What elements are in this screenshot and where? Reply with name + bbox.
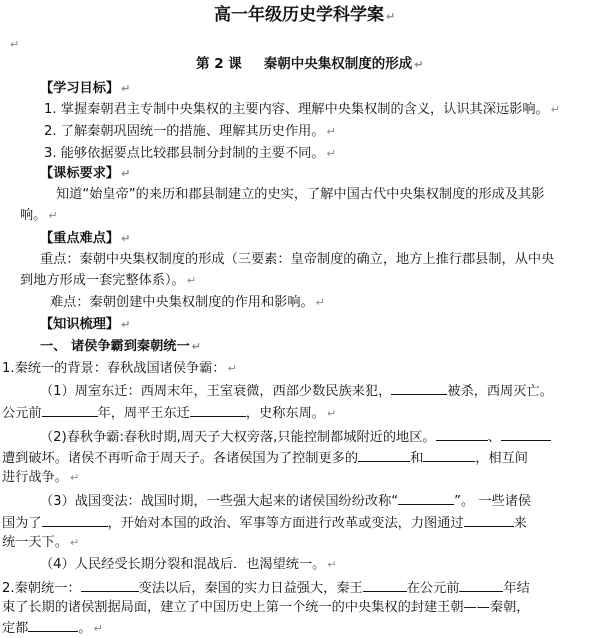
- fill-blank[interactable]: [190, 403, 246, 417]
- fill-blank[interactable]: [436, 427, 488, 441]
- goals-heading: 【学习目标】 ↵: [40, 81, 131, 96]
- background-heading: 1.秦统一的背景：春秋战国诸侯争霸： ↵: [2, 361, 237, 376]
- fill-blank[interactable]: [81, 578, 139, 592]
- return-mark: ↵: [69, 471, 80, 484]
- fill-blank[interactable]: [423, 448, 475, 462]
- return-mark: ↵: [550, 103, 560, 116]
- paragraph-qin-unification-cont: 束了长期的诸侯割据局面，建立了中国历史上第一个统一的中央集权的封建王朝——秦朝，: [2, 600, 530, 615]
- requirements-heading: 【课标要求】 ↵: [40, 166, 131, 181]
- return-mark: ↵: [315, 296, 325, 309]
- return-mark: ↵: [48, 209, 58, 222]
- paragraph-qin-unification: 2.秦朝统一： 变法以后，秦国的实力日益强大，秦王 在公元前 年结: [2, 578, 530, 598]
- return-mark: ↵: [327, 407, 337, 420]
- difficult-point-text: 难点：秦朝创建中央集权制度的作用和影响。 ↵: [50, 295, 325, 310]
- fill-blank[interactable]: [28, 618, 78, 632]
- fill-blank[interactable]: [42, 513, 108, 527]
- key-point-text: 到地方形成一套完整体系）。 ↵: [20, 273, 197, 288]
- paragraph-people: （4）人民经受长期分裂和混战后．也渴望统一。 ↵: [40, 557, 337, 572]
- return-mark: ↵: [69, 536, 80, 549]
- lesson-number: 第 2 课: [196, 56, 242, 72]
- key-points-heading: 【重点难点】 ↵: [40, 231, 131, 246]
- return-mark: ↵: [121, 167, 131, 180]
- return-mark: ↵: [10, 38, 20, 51]
- goal-item: 1. 掌握秦朝君主专制中央集权的主要内容、理解中央集权制的含义，认识其深远影响。 ↵: [44, 102, 560, 117]
- return-mark: ↵: [414, 58, 424, 71]
- paragraph-spring-autumn-cont: 进行战争。 ↵: [2, 470, 80, 485]
- paragraph-warring-states-cont: 统一天下。 ↵: [2, 535, 80, 550]
- return-mark: ↵: [326, 147, 336, 160]
- fill-blank[interactable]: [363, 578, 407, 592]
- return-mark: ↵: [186, 274, 197, 287]
- fill-blank[interactable]: [398, 491, 454, 505]
- paragraph-zhou-move-cont: 公元前 年，周平王东迁 ，史称东周。 ↵: [2, 403, 336, 423]
- goal-item: 3. 能够依据要点比较郡县制分封制的主要不同。 ↵: [44, 146, 336, 161]
- paragraph-warring-states: （3）战国变法：战国时期，一些强大起来的诸侯国纷纷改称“ ”。 一些诸侯: [40, 491, 531, 511]
- part-one-heading: 一、 诸侯争霸到秦朝统一 ↵: [40, 339, 201, 354]
- empty-line: [8, 36, 19, 54]
- paragraph-spring-autumn: （2)春秋争霸:春秋时期,周天子大权旁落,只能控制都城附近的地区。 、: [40, 427, 551, 447]
- return-mark: ↵: [386, 10, 396, 23]
- return-mark: ↵: [327, 558, 337, 571]
- fill-blank[interactable]: [42, 403, 98, 417]
- fill-blank[interactable]: [459, 578, 503, 592]
- key-point-text: 重点：秦朝中央集权制度的形成（三要素：皇帝制度的确立，地方上推行郡县制，从中央: [40, 252, 555, 267]
- paragraph-spring-autumn-cont: 遭到破坏。诸侯不再听命于周天子。各诸侯国为了控制更多的 和 ，相互间: [2, 448, 528, 468]
- return-mark: ↵: [121, 318, 131, 331]
- requirements-text: 知道“始皇帝”的来历和郡县制建立的史实，了解中国古代中央集权制度的形成及其影: [56, 187, 545, 202]
- document-title: 高一年级历史学科学案 ↵: [214, 5, 396, 25]
- fill-blank[interactable]: [501, 427, 551, 441]
- paragraph-warring-states-cont: 国为了 ，开始对本国的政治、军事等方面进行改革或变法，力图通过 来: [2, 513, 527, 533]
- return-mark: ↵: [121, 82, 131, 95]
- fill-blank[interactable]: [391, 381, 447, 395]
- fill-blank[interactable]: [358, 448, 410, 462]
- paragraph-zhou-move: （1）周室东迁：西周末年，王室衰微，西部少数民族来犯， 被杀，西周灭亡。: [40, 381, 553, 401]
- lesson-name: 秦朝中央集权制度的形成: [263, 56, 413, 72]
- return-mark: ↵: [227, 362, 237, 375]
- knowledge-heading: 【知识梳理】 ↵: [40, 317, 131, 332]
- lesson-heading: [196, 55, 424, 74]
- return-mark: ↵: [191, 340, 201, 353]
- return-mark: ↵: [93, 622, 103, 635]
- requirements-text: 响。 ↵: [20, 208, 58, 223]
- return-mark: ↵: [121, 232, 131, 245]
- goal-item: 2. 了解秦朝巩固统一的措施、理解其历史作用。 ↵: [44, 124, 336, 139]
- fill-blank[interactable]: [464, 513, 514, 527]
- return-mark: ↵: [326, 125, 336, 138]
- paragraph-qin-unification-cont: 定都 。 ↵: [2, 618, 103, 638]
